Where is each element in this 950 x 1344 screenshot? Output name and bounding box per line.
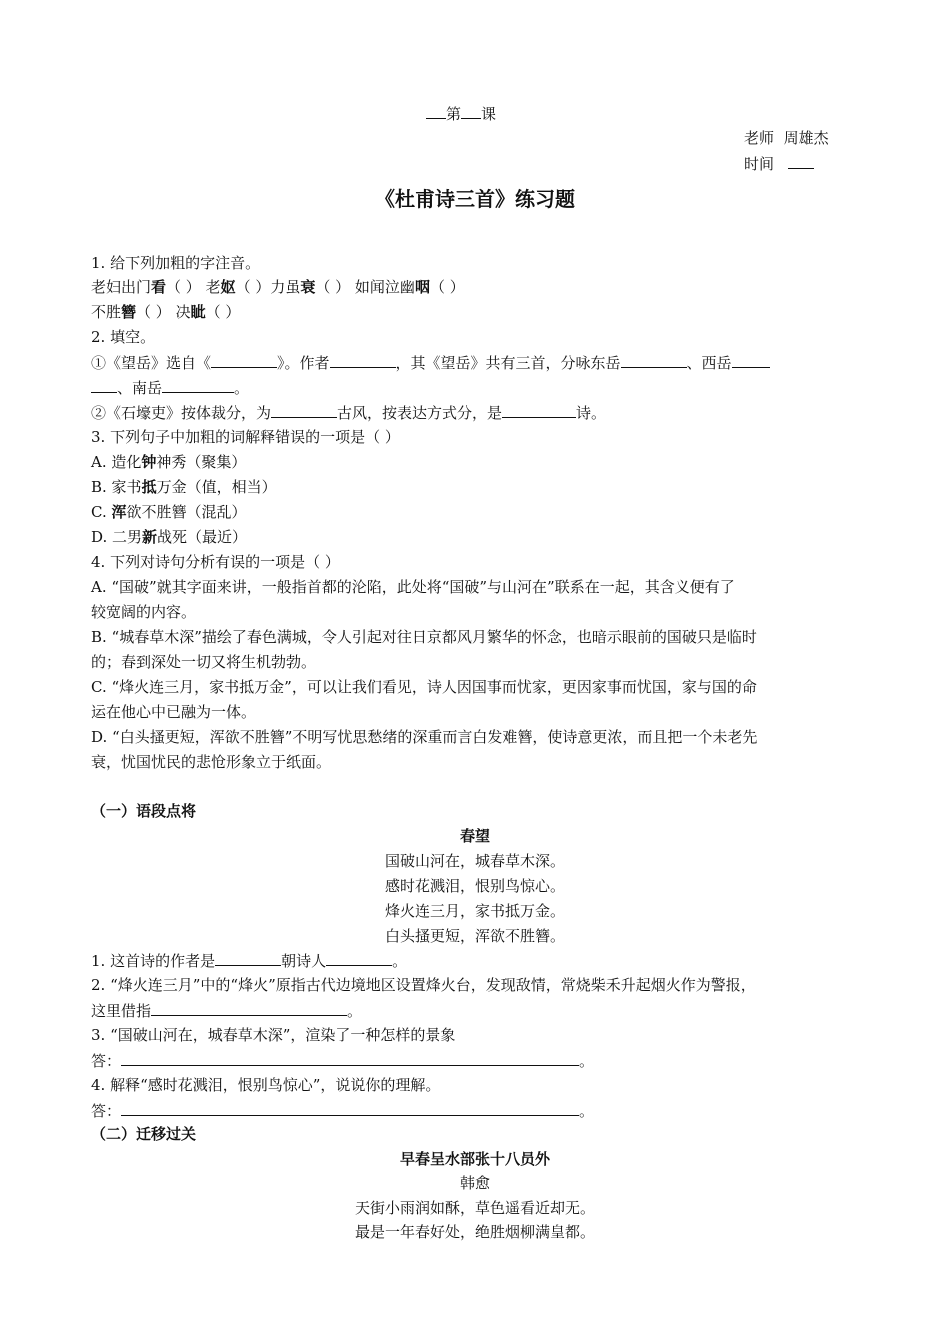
q3-option-d[interactable]: D. 二男新战死（最近） — [91, 528, 248, 546]
blank-west-cont[interactable] — [91, 377, 117, 393]
teacher-label: 老师 — [744, 129, 775, 147]
q1-line-2: 不胜簪（ ） 决眦（ ） — [91, 303, 241, 321]
q1-stem: 1. 给下列加粗的字注音。 — [91, 254, 261, 272]
lesson-number-blank[interactable] — [426, 103, 446, 119]
poem-2-author: 韩愈 — [459, 1174, 490, 1192]
q2-stem: 2. 填空。 — [91, 328, 156, 346]
blank-dynasty[interactable] — [215, 950, 281, 966]
sec1-q3: 3. “国破山河在，城春草木深”，渲染了一种怎样的景象 — [91, 1026, 456, 1044]
blank-east[interactable] — [621, 352, 687, 368]
q2-item-1: ①《望岳》选自《 》。作者 ，其《望岳》共有三首，分咏东岳 、西岳 — [91, 352, 770, 373]
sec1-q3-answer: 答： 。 — [91, 1052, 595, 1070]
sec1-q1: 1. 这首诗的作者是 朝诗人 。 — [91, 952, 408, 970]
poem-1-line: 白头搔更短，浑欲不胜簪。 — [384, 927, 565, 945]
q3-stem: 3. 下列句子中加粗的词解释错误的一项是（ ） — [91, 428, 400, 446]
q3-option-a[interactable]: A. 造化钟神秀（聚集） — [91, 453, 247, 471]
q4-option-c-cont: 运在他心中已融为一体。 — [91, 703, 257, 721]
blank-author[interactable] — [330, 352, 396, 368]
sec1-q4-answer: 答： 。 — [91, 1102, 595, 1120]
blank-genre[interactable] — [271, 402, 337, 418]
time-blank[interactable] — [788, 153, 814, 169]
q4-option-a[interactable]: A. “国破”就其字面来讲，一般指首都的沦陷，此处将“国破”与山河在”联系在一起，其含义便有了 — [91, 578, 735, 596]
blank-poet[interactable] — [326, 950, 392, 966]
q4-option-d[interactable]: D. “白头搔更短，浑欲不胜簪”不明写忧思愁绪的深重而言白发难簪，使诗意更浓，而且把一个未老先 — [91, 728, 758, 746]
sec1-q2: 2. “烽火连三月”中的“烽火”原指古代边境地区设置烽火台，发现敌情，常烧柴禾升起烟火作为警报， — [91, 976, 756, 994]
q3-option-b[interactable]: B. 家书抵万金（值，相当） — [91, 478, 277, 496]
answer-line-3[interactable] — [121, 1050, 579, 1066]
teacher-line — [744, 128, 829, 148]
answer-line-4[interactable] — [121, 1100, 579, 1116]
poem-1-line: 感时花溅泪，恨别鸟惊心。 — [384, 877, 565, 895]
sec1-q4: 4. 解释“感时花溅泪，恨别鸟惊心”，说说你的理解。 — [91, 1076, 441, 1094]
poem-1-line: 国破山河在，城春草木深。 — [384, 852, 565, 870]
blank-book[interactable] — [211, 352, 277, 368]
poem-2-line: 最是一年春好处，绝胜烟柳满皇都。 — [354, 1223, 595, 1241]
section-1-heading: （一）语段点将 — [91, 802, 197, 820]
poem-2-line: 天街小雨润如酥，草色遥看近却无。 — [354, 1199, 595, 1217]
blank-beacon-meaning[interactable] — [151, 1000, 347, 1016]
section-2-heading: （二）迁移过关 — [91, 1125, 197, 1143]
q4-option-b[interactable]: B. “城春草木深”描绘了春色满城，令人引起对往日京都风月繁华的怀念，也暗示眼前的国破只是临时 — [91, 628, 757, 646]
poem-2-title: 早春呈水部张十八员外 — [399, 1150, 550, 1168]
sec1-q2-cont: 这里借指 。 — [91, 1002, 363, 1020]
q4-option-a-cont: 较宽阔的内容。 — [91, 603, 197, 621]
lesson-number-blank-2[interactable] — [461, 103, 481, 119]
q4-option-c[interactable]: C. “烽火连三月，家书抵万金”，可以让我们看见，诗人因国事而忧家，更因家事而忧国，家与国的命 — [91, 678, 757, 696]
blank-mode[interactable] — [502, 402, 576, 418]
q1-line-1: 老妇出门看（ ） 老妪（ ）力虽衰（ ） 如闻泣幽咽（ ） — [91, 278, 465, 296]
q2-item-1-cont: 、南岳 。 — [91, 377, 249, 398]
q4-option-b-cont: 的；春到深处一切又将生机勃勃。 — [91, 653, 317, 671]
q4-option-d-cont: 衰，忧国忧民的悲怆形象立于纸面。 — [91, 753, 332, 771]
page-title: 《杜甫诗三首》练习题 — [375, 187, 575, 211]
time-label: 时间 — [744, 155, 775, 173]
time-line — [744, 153, 814, 174]
q3-option-c[interactable]: C. 浑欲不胜簪（混乱） — [91, 503, 247, 521]
poem-1-title: 春望 — [459, 827, 490, 845]
blank-west[interactable] — [732, 352, 770, 368]
blank-south[interactable] — [162, 377, 234, 393]
q2-item-2: ②《石壕吏》按体裁分，为 古风，按表达方式分，是 诗。 — [91, 404, 607, 422]
poem-1-line: 烽火连三月，家书抵万金。 — [384, 902, 565, 920]
q4-stem: 4. 下列对诗句分析有误的一项是（ ） — [91, 553, 340, 571]
lesson-line: 第 课 — [426, 103, 496, 124]
teacher-name: 周雄杰 — [783, 129, 829, 147]
